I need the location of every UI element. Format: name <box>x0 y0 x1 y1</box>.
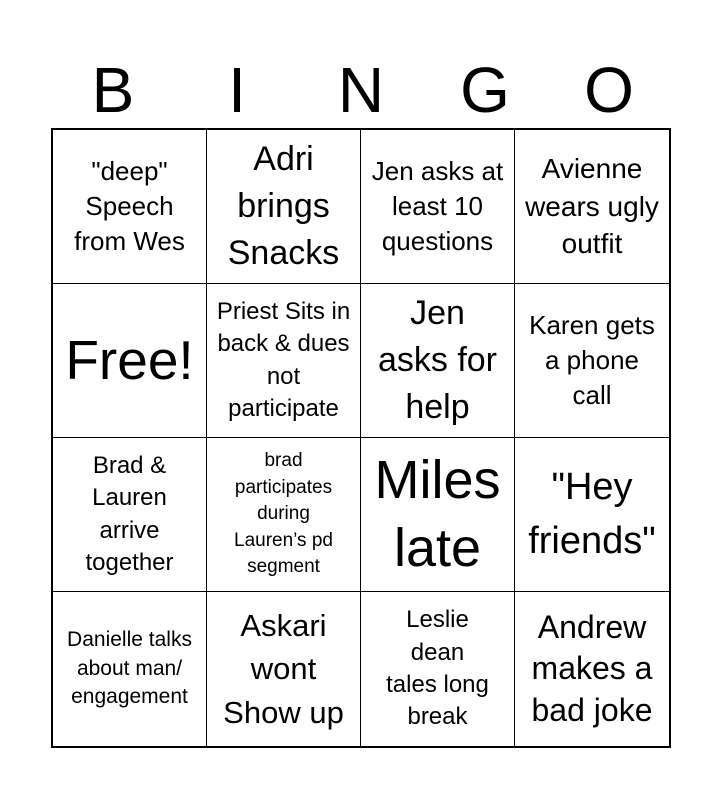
bingo-cell-r2c2[interactable] <box>207 284 361 438</box>
bingo-cell-r2c3[interactable] <box>361 284 515 438</box>
cell-text: Priest Sits in back & dues not participate <box>216 297 351 422</box>
bingo-cell-r1c3[interactable] <box>361 130 515 284</box>
cell-text: "Hey friends" <box>528 466 656 562</box>
header-letter-b: B <box>91 54 135 126</box>
cell-text: Avienne wears ugly outfit <box>525 152 659 260</box>
bingo-header <box>51 52 671 128</box>
bingo-cell-r3c1[interactable] <box>53 438 207 592</box>
bingo-cell-r2c1[interactable] <box>53 284 207 438</box>
cell-text: Karen gets a phone call <box>529 309 655 411</box>
cell-text: Leslie dean tales long break <box>386 606 489 731</box>
cell-text: Jen asks at least 10 questions <box>371 155 504 257</box>
bingo-cell-r3c3[interactable] <box>361 438 515 592</box>
cell-text: brad participates during Lauren’s pd segment <box>234 450 333 578</box>
header-letter-g: G <box>460 54 510 126</box>
cell-text: "deep" Speech from Wes <box>74 155 185 257</box>
bingo-cell-r1c2[interactable] <box>207 130 361 284</box>
header-letter-n: N <box>337 54 385 126</box>
bingo-cell-r2c4[interactable] <box>515 284 669 438</box>
bingo-cell-r3c2[interactable] <box>207 438 361 592</box>
bingo-board <box>51 128 671 748</box>
cell-text: Andrew makes a bad joke <box>531 608 653 728</box>
bingo-cell-r4c4[interactable] <box>515 592 669 746</box>
bingo-cell-r1c1[interactable] <box>53 130 207 284</box>
header-letter-i: I <box>228 54 246 126</box>
bingo-cell-r1c4[interactable] <box>515 130 669 284</box>
cell-text: Miles late <box>374 450 501 578</box>
cell-text: Danielle talks about man/ engagement <box>67 627 192 709</box>
bingo-cell-r3c4[interactable] <box>515 438 669 592</box>
cell-text: Jen asks for help <box>377 294 498 426</box>
header-letter-o: O <box>584 54 634 126</box>
bingo-cell-r4c1[interactable] <box>53 592 207 746</box>
bingo-cell-r4c2[interactable] <box>207 592 361 746</box>
cell-text-free: Free! <box>65 329 194 391</box>
cell-text: Brad & Lauren arrive together <box>85 451 174 576</box>
cell-text: Askari wont Show up <box>223 607 344 730</box>
bingo-cell-r4c3[interactable] <box>361 592 515 746</box>
cell-text: Adri brings Snacks <box>227 140 340 272</box>
